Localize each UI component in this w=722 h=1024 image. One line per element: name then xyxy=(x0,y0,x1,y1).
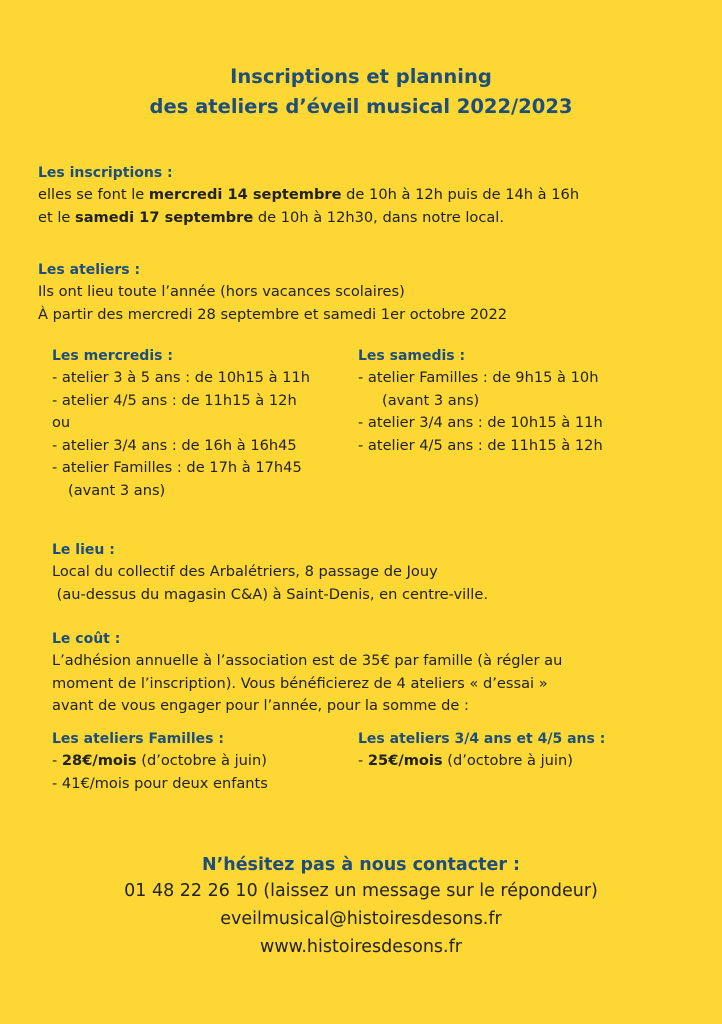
lieu-line-1: Local du collectif des Arbalétriers, 8 passage de Jouy xyxy=(52,563,438,580)
ateliers-section xyxy=(38,259,507,326)
lieu-heading: Le lieu : xyxy=(52,542,115,558)
phone-note: (laissez un message sur le répondeur) xyxy=(257,881,598,901)
ateliers-heading: Les ateliers : xyxy=(38,262,141,278)
cout-section xyxy=(52,628,562,718)
inscriptions-line-2: et le samedi 17 septembre de 10h à 12h30, dans notre local. xyxy=(38,208,505,226)
inscriptions-line-1: elles se font le mercredi 14 septembre de 10h à 12h puis de 14h à 16h xyxy=(38,186,580,203)
contact-email[interactable]: eveilmusical@histoiresdesons.fr xyxy=(220,909,502,929)
mercredis-line: - atelier 3 à 5 ans : de 10h15 à 11h xyxy=(52,369,311,386)
mercredis-line: - atelier 3/4 ans : de 16h à 16h45 xyxy=(52,436,297,454)
mercredis-heading: Les mercredis : xyxy=(52,348,173,364)
cout-line-1: L’adhésion annuelle à l’association est de 35€ par famille (à régler au xyxy=(52,652,563,669)
contact-heading: N’hésitez pas à nous contacter : xyxy=(201,855,521,875)
mercredis-line: (avant 3 ans) xyxy=(68,481,166,499)
familles-heading: Les ateliers Familles : xyxy=(52,731,224,747)
familles-pricing xyxy=(52,728,268,795)
samedis-line: - atelier 4/5 ans : de 11h15 à 12h xyxy=(358,436,603,454)
inscriptions-date-1: mercredi 14 septembre xyxy=(148,186,342,203)
samedis-section xyxy=(358,345,603,457)
inscriptions-section xyxy=(38,162,579,229)
cout-heading: Le coût : xyxy=(52,631,121,647)
familles-line-1: - 28€/mois (d’octobre à juin) xyxy=(52,752,267,769)
mercredis-line: - atelier 4/5 ans : de 11h15 à 12h xyxy=(52,391,297,409)
samedis-line: (avant 3 ans) xyxy=(382,391,480,409)
phone-number[interactable]: 01 48 22 26 10 xyxy=(124,881,258,901)
familles-line-2: - 41€/mois pour deux enfants xyxy=(52,774,268,792)
mercredis-line: - atelier Familles : de 17h à 17h45 xyxy=(52,459,302,476)
ateliers-34-45-heading: Les ateliers 3/4 ans et 4/5 ans : xyxy=(358,731,606,747)
familles-price: 28€/mois xyxy=(61,752,137,769)
page-title xyxy=(0,62,722,122)
cout-line-3: avant de vous engager pour l’année, pour la somme de : xyxy=(52,697,469,714)
lieu-section xyxy=(52,539,488,606)
contact-website[interactable]: www.histoiresdesons.fr xyxy=(260,937,462,957)
ateliers-34-45-line-1: - 25€/mois (d’octobre à juin) xyxy=(358,752,573,769)
samedis-line: - atelier Familles : de 9h15 à 10h xyxy=(358,369,599,386)
title-line-1: Inscriptions et planning xyxy=(230,65,492,88)
samedis-heading: Les samedis : xyxy=(358,348,466,364)
ateliers-line-1: Ils ont lieu toute l’année (hors vacances scolaires) xyxy=(38,283,405,300)
mercredis-line: ou xyxy=(52,414,71,431)
inscriptions-date-2: samedi 17 septembre xyxy=(75,208,254,226)
lieu-line-2: (au-dessus du magasin C&A) à Saint-Denis, en centre-ville. xyxy=(52,585,488,603)
cout-line-2: moment de l’inscription). Vous bénéficierez de 4 ateliers « d’essai » xyxy=(52,674,548,692)
ateliers-34-45-price: 25€/mois xyxy=(367,752,443,769)
mercredis-section xyxy=(52,345,310,502)
contact-section xyxy=(0,853,722,961)
ateliers-34-45-pricing xyxy=(358,728,605,773)
contact-phone-line xyxy=(0,877,722,905)
samedis-line: - atelier 3/4 ans : de 10h15 à 11h xyxy=(358,414,603,431)
title-line-2: des ateliers d’éveil musical 2022/2023 xyxy=(149,95,573,118)
ateliers-line-2: À partir des mercredi 28 septembre et samedi 1er octobre 2022 xyxy=(38,305,508,323)
inscriptions-heading: Les inscriptions : xyxy=(38,165,173,181)
